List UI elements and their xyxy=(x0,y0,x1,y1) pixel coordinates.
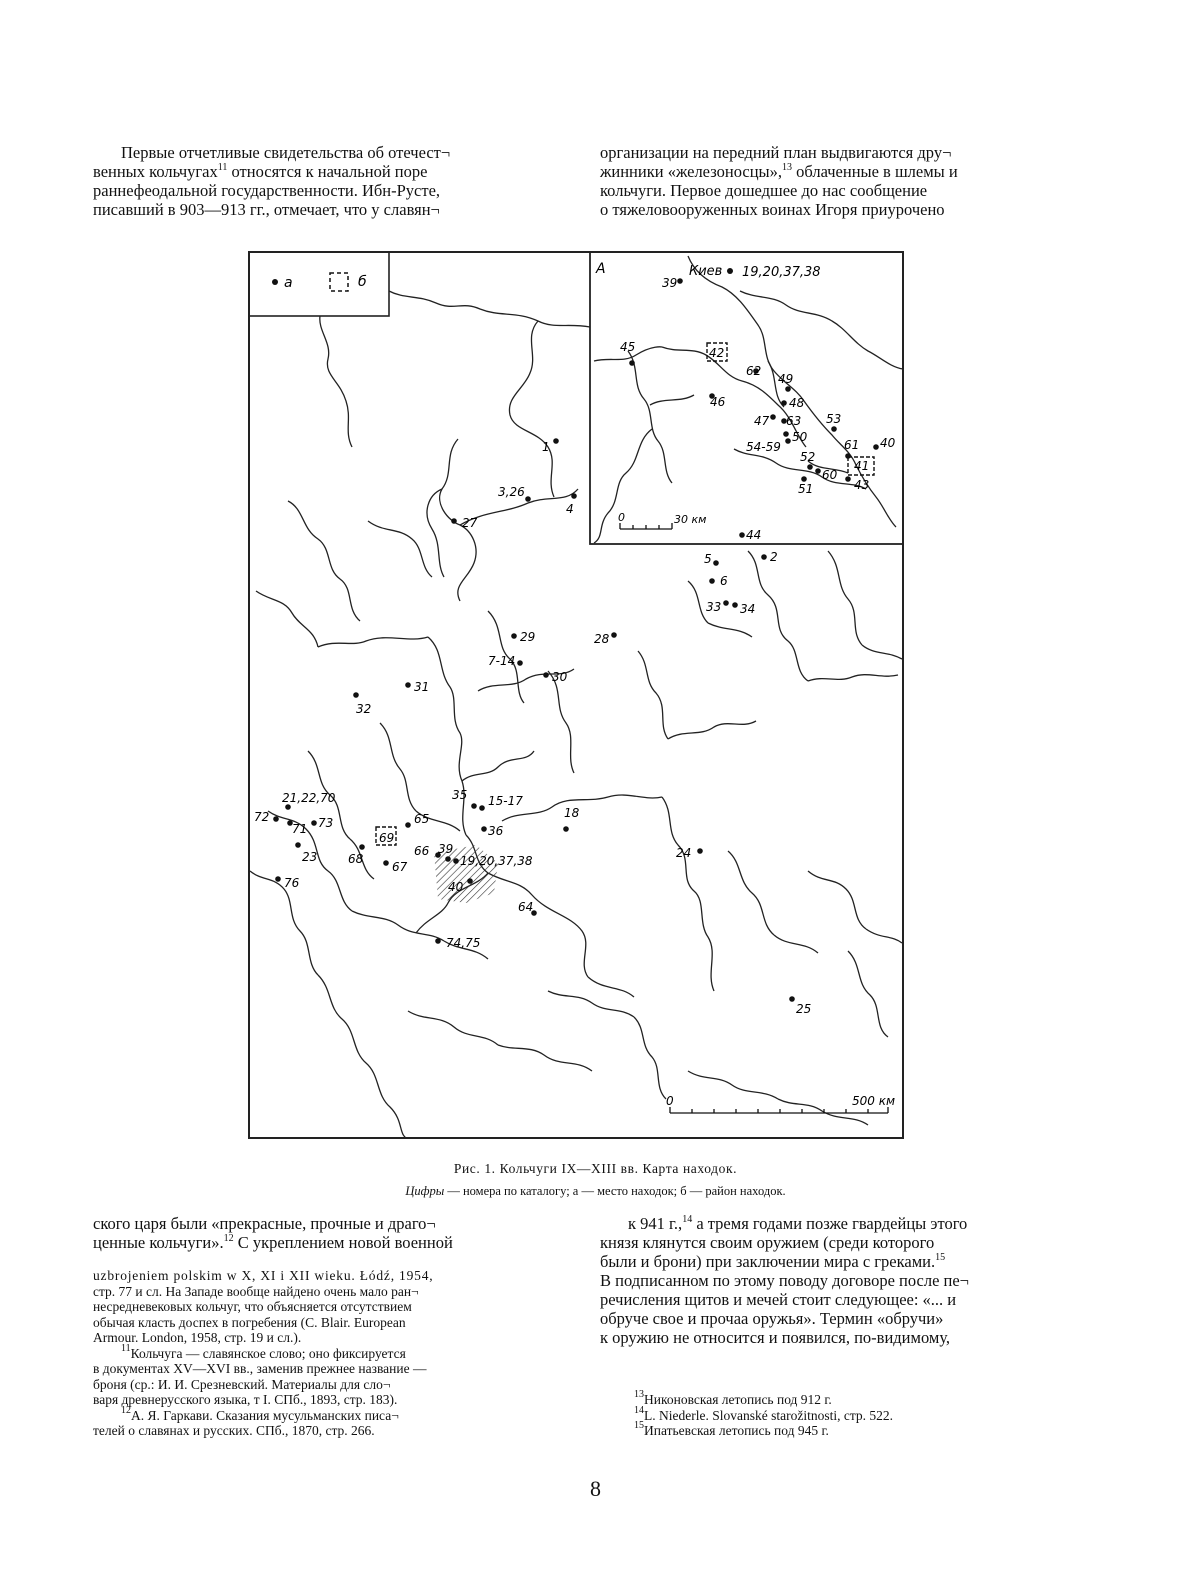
site-label: 63 xyxy=(786,414,802,428)
footnote-line: $^{12}$А. Я. Гаркави. Сказания мусульманских писа¬ xyxy=(121,1404,399,1423)
text-line: к оружию не относится и появился, по-видимому, xyxy=(600,1328,951,1347)
site-dot xyxy=(479,805,485,811)
site-label: 50 xyxy=(792,430,808,444)
inset-rivers xyxy=(594,256,903,543)
legend-dashed-box xyxy=(330,273,348,291)
site-label: 41 xyxy=(854,459,870,473)
site-dot xyxy=(285,804,291,810)
site-label: 49 xyxy=(778,372,794,386)
site-label: 19,20,37,38 xyxy=(460,854,533,868)
site-label: 23 xyxy=(302,850,318,864)
site-dot xyxy=(732,602,738,608)
site-label: 35 xyxy=(452,788,468,802)
site-dot xyxy=(807,464,813,470)
text-line: обруче свое и прочаа оружья». Термин «обручи» xyxy=(600,1309,944,1328)
inset-frame xyxy=(590,252,903,544)
site-dot xyxy=(571,493,577,499)
site-dot xyxy=(781,400,787,406)
site-dot xyxy=(405,822,411,828)
site-label: 62 xyxy=(746,364,762,378)
site-label: 39 xyxy=(662,276,678,290)
city-sites-label: 19,20,37,38 xyxy=(742,265,821,280)
site-dot xyxy=(517,660,523,666)
site-label: 4 xyxy=(566,502,574,516)
site-label: 61 xyxy=(844,438,860,452)
site-dot xyxy=(481,826,487,832)
inset-scale-label: 30 км xyxy=(674,513,707,526)
site-label: 7-14 xyxy=(488,654,516,668)
site-label: 27 xyxy=(462,516,478,530)
text-line: ценные кольчуги».$^{12}$ С укреплением новой военной xyxy=(93,1233,453,1252)
site-label: 67 xyxy=(392,860,408,874)
top-left-paragraph xyxy=(93,143,550,219)
text-line: раннефеодальной государственности. Ибн-Русте, xyxy=(93,181,441,200)
figure-caption: Рис. 1. Кольчуги IX—XIII вв. Карта находок. xyxy=(453,1161,738,1176)
text-line: жинники «железоносцы»,$^{13}$ облаченные в шлемы и xyxy=(600,162,958,181)
footnote-line: $^{13}$Никоновская летопись под 912 г. xyxy=(634,1389,832,1407)
text-line: князя клянутся своим оружием (среди которого xyxy=(600,1233,935,1252)
figure-legend-caption: Цифры — номера по каталогу; а — место находок; б — район находок. xyxy=(405,1184,786,1198)
site-dot xyxy=(435,938,441,944)
site-dot xyxy=(831,426,837,432)
inset-site-labels xyxy=(620,276,896,542)
site-label: 68 xyxy=(348,852,364,866)
legend-box xyxy=(249,252,389,316)
footnote-number: 15 xyxy=(634,1420,644,1431)
site-dot xyxy=(467,878,473,884)
site-dot xyxy=(451,518,457,524)
site-dot xyxy=(563,826,569,832)
site-label: 30 xyxy=(552,670,568,684)
footnote-line: $^{14}$L. Niederle. Slovanské starožitnosti, стр. 522. xyxy=(634,1404,894,1423)
site-dot xyxy=(785,386,791,392)
footnote-line: обычая класть доспех в погребения (С. Blair. European xyxy=(93,1314,406,1330)
site-label: 69 xyxy=(379,831,395,845)
site-label: 40 xyxy=(880,436,896,450)
site-label: 74,75 xyxy=(446,936,481,950)
text-line: о тяжеловооруженных воинах Игоря приурочено xyxy=(600,200,945,219)
footnote-line: Armour. London, 1958, стр. 19 и сл.). xyxy=(93,1330,302,1345)
text-line: к 941 г.,$^{14}$ а тремя годами позже гвардейцы этого xyxy=(628,1214,968,1233)
footnote-number: 11 xyxy=(121,1342,131,1354)
text-line: речисления щитов и мечей стоит следующее: «... и xyxy=(600,1290,957,1309)
page-number: 8 xyxy=(590,1476,601,1501)
site-label: 18 xyxy=(564,806,580,820)
site-dot xyxy=(311,820,317,826)
site-dot xyxy=(611,632,617,638)
site-label: 36 xyxy=(488,824,504,838)
footnote-line: $^{11}$Кольчуга — славянское слово; оно фиксируется xyxy=(121,1342,406,1361)
text-line: ского царя были «прекрасные, прочные и драго¬ xyxy=(93,1214,436,1233)
legend-a-label: а xyxy=(284,275,293,291)
site-dot xyxy=(295,842,301,848)
site-label: 25 xyxy=(796,1002,812,1016)
site-dot xyxy=(543,672,549,678)
site-dot xyxy=(275,876,281,882)
site-dot xyxy=(471,803,477,809)
site-dot xyxy=(713,560,719,566)
footnote-ref: 12 xyxy=(223,1233,234,1244)
site-label: 46 xyxy=(710,395,726,409)
site-label: 31 xyxy=(414,680,430,694)
footnote-line: несредневековых кольчуг, что объясняется отсутствием xyxy=(93,1299,412,1314)
main-scale-zero: 0 xyxy=(666,1094,674,1108)
text-line: писавший в 903—913 гг., отмечает, что у славян¬ xyxy=(93,200,440,219)
site-label: 66 xyxy=(414,844,430,858)
site-dot xyxy=(709,578,715,584)
site-dot xyxy=(553,438,559,444)
site-label: 53 xyxy=(826,412,842,426)
text-line: В подписанном по этому поводу договоре после пе¬ xyxy=(600,1271,969,1290)
site-label: 24 xyxy=(676,846,692,860)
site-dot xyxy=(697,848,703,854)
site-label: 2 xyxy=(770,550,778,564)
finds-map xyxy=(248,251,904,1139)
site-dot xyxy=(525,496,531,502)
site-dot xyxy=(677,278,683,284)
site-label: 29 xyxy=(520,630,536,644)
site-label: 60 xyxy=(822,468,838,482)
legend-b-label: б xyxy=(358,274,367,290)
footnotes-right xyxy=(634,1389,1054,1439)
site-dot xyxy=(353,692,359,698)
text-line: кольчуги. Первое дошедшее до нас сообщение xyxy=(600,181,928,200)
footnote-line: стр. 77 и сл. На Западе вообще найдено очень мало ран¬ xyxy=(93,1283,419,1299)
site-label: 28 xyxy=(594,632,610,646)
site-dot xyxy=(629,360,635,366)
main-site-labels xyxy=(254,440,814,1016)
top-right-paragraph xyxy=(600,143,1050,219)
site-label: 3,26 xyxy=(498,485,525,499)
site-label: 33 xyxy=(706,600,722,614)
city-label: Киев xyxy=(689,264,723,279)
site-label: 1 xyxy=(542,440,550,454)
footnote-line: варя древнерусского языка, т I. СПб., 1893, стр. 183). xyxy=(93,1392,398,1407)
site-dot xyxy=(815,468,821,474)
site-label: 47 xyxy=(754,414,770,428)
site-label: 45 xyxy=(620,340,636,354)
site-label: 21,22,70 xyxy=(282,791,336,805)
site-dot xyxy=(845,476,851,482)
site-dot xyxy=(783,431,789,437)
site-dot xyxy=(761,554,767,560)
footnote-ref: 15 xyxy=(935,1252,946,1263)
site-label: 73 xyxy=(318,816,334,830)
bottom-right-paragraph xyxy=(600,1214,1050,1347)
footnote-number: 12 xyxy=(121,1404,131,1416)
footnote-line: в документах XV—XVI вв., заменив прежнее название — xyxy=(93,1361,427,1376)
site-label: 48 xyxy=(789,396,805,410)
site-label: 52 xyxy=(800,450,816,464)
text-line: были и брони) при заключении мира с греками.$^{15}$ xyxy=(600,1252,946,1271)
site-dot xyxy=(727,268,733,274)
site-label: 72 xyxy=(254,810,270,824)
site-dot xyxy=(511,633,517,639)
site-label: 42 xyxy=(709,346,725,360)
footnote-ref: 11 xyxy=(217,162,228,173)
footnote-line: телей о славянах и русских. СПб., 1870, стр. 266. xyxy=(93,1423,375,1438)
inset-scale-zero: 0 xyxy=(618,511,625,524)
site-dot xyxy=(723,600,729,606)
footnote-line: uzbrojeniem polskim w X, XI i XII wieku. Łódź, 1954, xyxy=(93,1268,434,1283)
site-dot xyxy=(789,996,795,1002)
main-scale-label: 500 км xyxy=(852,1094,896,1108)
site-label: 40 xyxy=(448,880,464,894)
site-label: 54-59 xyxy=(746,440,781,454)
site-label: 76 xyxy=(284,876,300,890)
site-label: 64 xyxy=(518,900,534,914)
site-label: 44 xyxy=(746,528,762,542)
site-label: 32 xyxy=(356,702,372,716)
footnote-line: $^{15}$Ипатьевская летопись под 945 г. xyxy=(634,1420,829,1438)
site-dot xyxy=(405,682,411,688)
footnote-ref: 13 xyxy=(781,162,792,173)
text-line: Первые отчетливые свидетельства об отечест¬ xyxy=(121,143,451,162)
site-dot xyxy=(785,438,791,444)
site-label: 43 xyxy=(854,478,870,492)
inset-label: А xyxy=(596,261,606,277)
site-dot xyxy=(383,860,389,866)
site-label: 15-17 xyxy=(488,794,523,808)
footnote-number: 13 xyxy=(634,1389,644,1400)
site-label: 39 xyxy=(438,842,454,856)
legend-dot xyxy=(272,279,278,285)
site-label: 51 xyxy=(798,482,814,496)
inset-site-markers xyxy=(629,278,879,538)
site-dot xyxy=(445,856,451,862)
footnote-number: 14 xyxy=(634,1404,644,1416)
site-label: 65 xyxy=(414,812,430,826)
site-dot xyxy=(359,844,365,850)
text-line: организации на передний план выдвигаются дру¬ xyxy=(600,143,952,162)
site-dot xyxy=(801,476,807,482)
footnote-line: броня (ср.: И. И. Срезневский. Материалы для сло¬ xyxy=(93,1376,391,1392)
text-line: венных кольчугах$^{11}$ относятся к начальной поре xyxy=(93,162,428,181)
site-label: 6 xyxy=(720,574,728,588)
footnotes-left xyxy=(93,1268,550,1439)
main-site-markers xyxy=(273,438,795,1002)
footnote-ref: 14 xyxy=(682,1214,693,1225)
site-label: 71 xyxy=(292,822,308,836)
bottom-left-paragraph xyxy=(93,1214,550,1252)
site-dot xyxy=(453,858,459,864)
site-dot xyxy=(739,532,745,538)
site-label: 5 xyxy=(704,552,712,566)
inset-scale-bar xyxy=(620,523,672,529)
site-dot xyxy=(273,816,279,822)
site-label: 34 xyxy=(740,602,756,616)
site-dot xyxy=(873,444,879,450)
site-dot xyxy=(770,414,776,420)
